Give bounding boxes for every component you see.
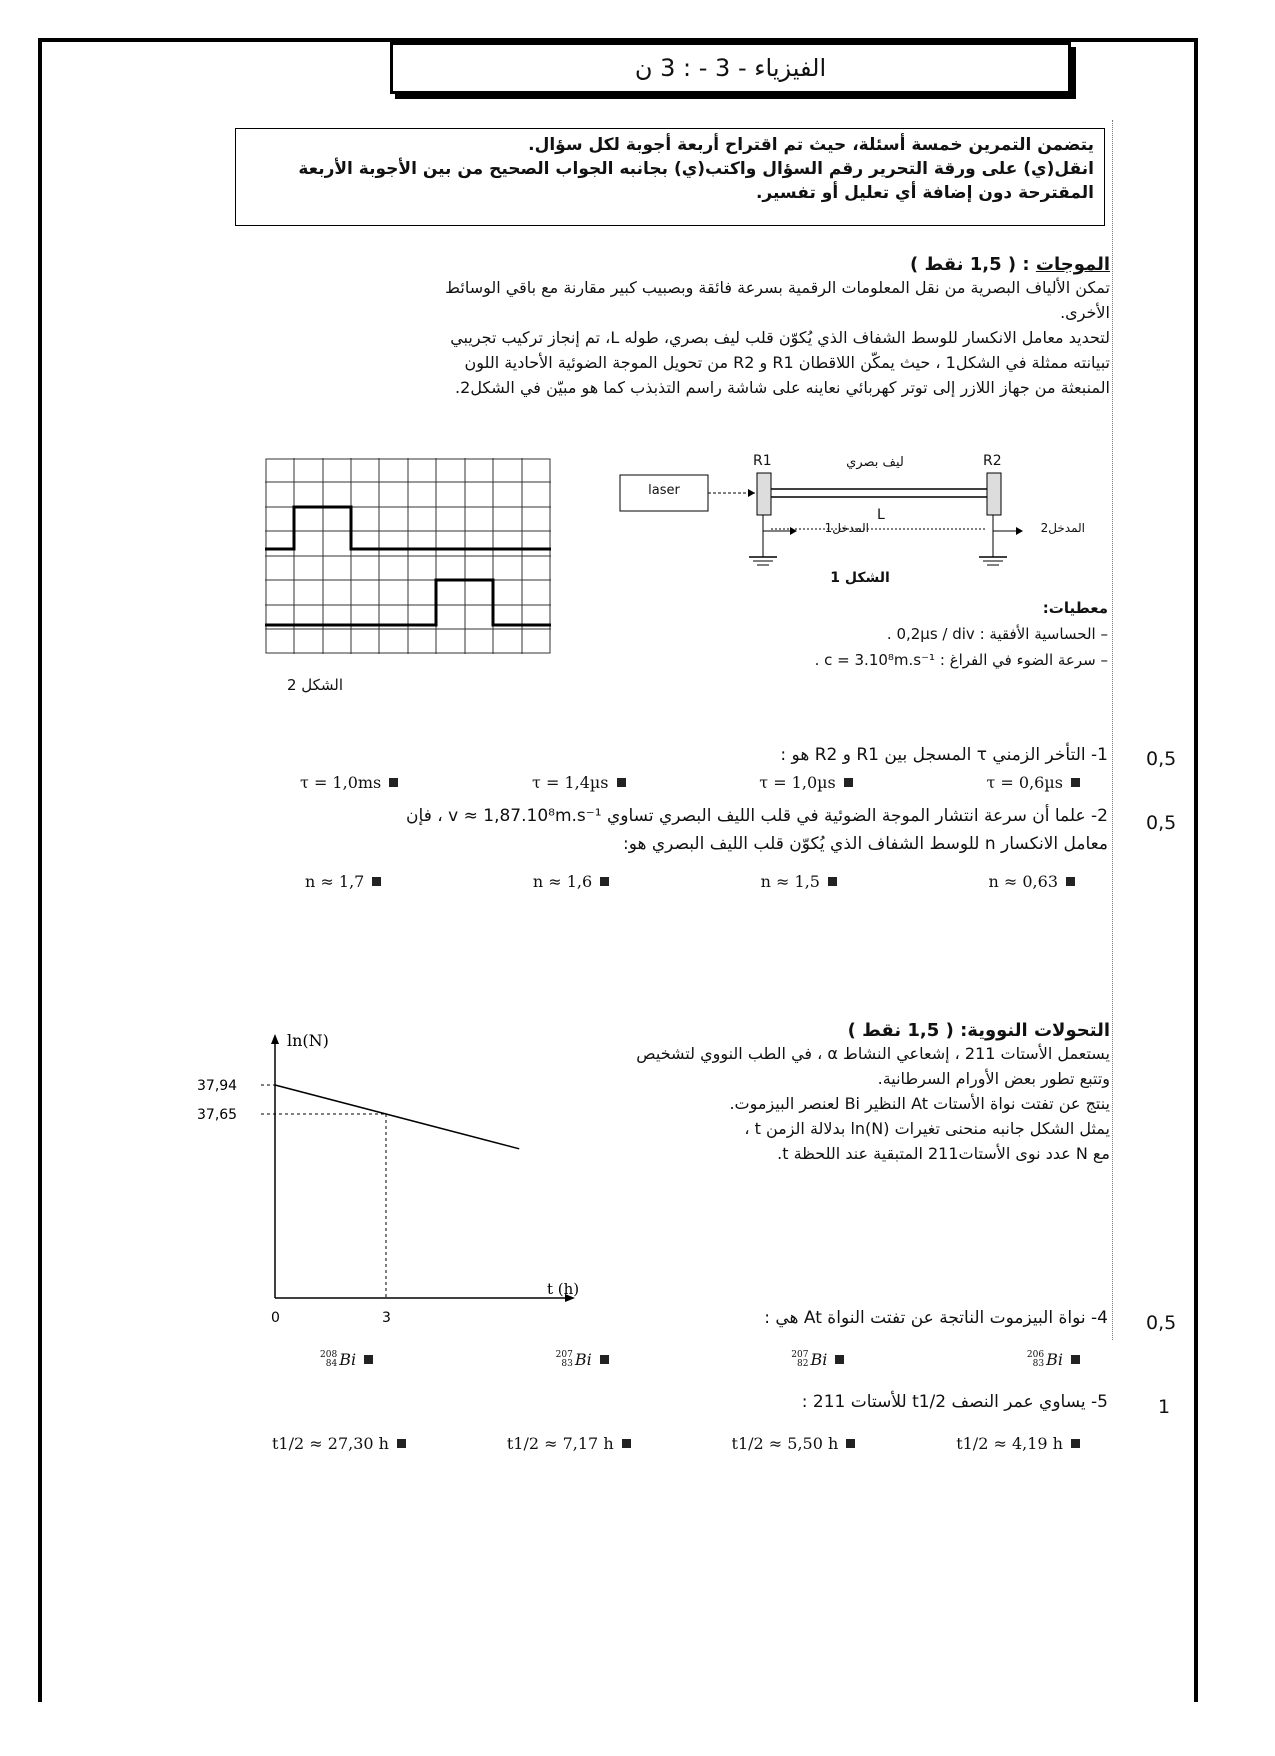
checkbox-square-icon <box>846 1439 855 1448</box>
q2-text: 2- علما أن سرعة انتشار الموجة الضوئية في قلب الليف البصري تساوي v ≈ 1,87.10⁸m.s⁻¹ ، فإن <box>406 806 1108 826</box>
nuclear-section <box>540 1020 1110 1166</box>
nuclear-heading: التحولات النووية: ( 1,5 نقط ) <box>847 1020 1110 1041</box>
oscilloscope-screen <box>265 458 551 654</box>
x0-tick-label: 0 <box>271 1310 280 1326</box>
q1-option[interactable]: τ = 0,6µs <box>986 773 1079 792</box>
ln-n-graph <box>195 1030 585 1330</box>
checkbox-square-icon <box>622 1439 631 1448</box>
q4-option[interactable]: 207 82 Bi <box>791 1350 844 1369</box>
q2-option[interactable]: n ≈ 1,7 <box>305 872 381 891</box>
laser-label: laser <box>648 483 680 498</box>
q5-option[interactable]: t1/2 ≈ 7,17 h <box>507 1434 631 1453</box>
instruction-line: المقترحة دون إضافة أي تعليل أو تفسير. <box>755 183 1094 203</box>
ln-n-line <box>275 1085 519 1149</box>
waves-paragraph-line: المنبعثة من جهاز اللازر إلى توتر كهربائي نعاينه على شاشة راسم التذبذب كما هو مبيّن في الشكل2. <box>455 378 1110 397</box>
q4-options <box>320 1350 1080 1369</box>
q4-text: 4- نواة البيزموت الناتجة عن تفتت النواة At هي : <box>764 1308 1108 1328</box>
checkbox-square-icon <box>389 778 398 787</box>
length-label: L <box>877 507 885 523</box>
y1-tick-label: 37,94 <box>197 1078 238 1094</box>
nuclear-paragraph-line: يمثل الشكل جانبه منحنى تغيرات ln(N) بدلالة الزمن t ، <box>744 1119 1110 1138</box>
nuclear-paragraph-line: وتتبع تطور بعض الأورام السرطانية. <box>877 1069 1110 1088</box>
q2-option[interactable]: n ≈ 1,5 <box>761 872 837 891</box>
q4-option[interactable]: 208 84 Bi <box>320 1350 373 1369</box>
instructions-box <box>235 128 1105 226</box>
x1-tick-label: 3 <box>382 1310 391 1326</box>
page-title: الفيزياء - 3 - : 3 ن <box>390 42 1071 94</box>
figure-2-oscilloscope <box>265 458 551 694</box>
checkbox-square-icon <box>1066 877 1075 886</box>
waves-paragraph-line: الأخرى. <box>1060 303 1110 322</box>
ln-n-chart <box>195 1030 585 1330</box>
q1-option[interactable]: τ = 1,0µs <box>759 773 852 792</box>
q5-option[interactable]: t1/2 ≈ 4,19 h <box>956 1434 1080 1453</box>
checkbox-square-icon <box>1071 1439 1080 1448</box>
instruction-line: انقل(ي) على ورقة التحرير رقم السؤال واكتب(ي) بجانبه الجواب الصحيح من بين الأجوبة الأربعة <box>298 159 1094 179</box>
q1-options <box>300 773 1080 792</box>
waves-section <box>250 254 1110 400</box>
q1-option[interactable]: τ = 1,0ms <box>300 773 398 792</box>
checkbox-square-icon <box>397 1439 406 1448</box>
q4-option[interactable]: 206 83 Bi <box>1027 1350 1080 1369</box>
q4-score: 0,5 <box>1146 1312 1177 1334</box>
q5-score: 1 <box>1158 1396 1171 1418</box>
checkbox-square-icon <box>600 1355 609 1364</box>
waves-paragraph-line: تمكن الألياف البصرية من نقل المعلومات الرقمية بسرعة فائقة وبصبيب كبير مقارنة مع باقي الوسائط <box>445 278 1110 297</box>
nuclear-paragraph-line: مع N عدد نوى الأستات211 المتبقية عند اللحظة t. <box>777 1144 1110 1163</box>
y-axis-label: ln(N) <box>287 1031 329 1050</box>
given-data <box>640 595 1108 673</box>
y-axis-arrow <box>271 1034 279 1044</box>
waves-paragraph-line: تبيانته ممثلة في الشكل1 ، حيث يمكّن اللاقطان R1 و R2 من تحويل الموجة الضوئية الأحادية اللون <box>464 353 1110 372</box>
figure-2-caption: الشكل 2 <box>286 676 344 694</box>
nuclear-paragraph-line: ينتج عن تفتت نواة الأستات At النظير Bi لعنصر البيزموت. <box>729 1094 1110 1113</box>
q1-score: 0,5 <box>1146 748 1177 770</box>
instruction-line: يتضمن التمرين خمسة أسئلة، حيث تم اقتراح أربعة أجوبة لكل سؤال. <box>528 135 1094 155</box>
q2-options <box>305 872 1075 891</box>
q5-text: 5- يساوي عمر النصف t1/2 للأستات 211 : <box>801 1392 1108 1412</box>
input2-label: المدخل2 <box>1040 521 1085 535</box>
checkbox-square-icon <box>835 1355 844 1364</box>
waves-paragraph-line: لتحديد معامل الانكسار للوسط الشفاف الذي يُكوّن قلب ليف بصري، طوله L، تم إنجاز تركيب تجريبي <box>450 328 1110 347</box>
data-title: معطيات: <box>1042 599 1108 617</box>
r2-label: R2 <box>983 453 1002 469</box>
q2-option[interactable]: n ≈ 1,6 <box>533 872 609 891</box>
fiber-label: ليف بصري <box>846 455 904 470</box>
checkbox-square-icon <box>828 877 837 886</box>
figure-1-setup <box>615 445 1085 595</box>
q4-option[interactable]: 207 83 Bi <box>556 1350 609 1369</box>
input1-label: المدخل1 <box>824 521 869 535</box>
data-item: – سرعة الضوء في الفراغ : c = 3.10⁸m.s⁻¹ . <box>814 651 1108 669</box>
nuclear-paragraph-line: يستعمل الأستات 211 ، إشعاعي النشاط α ، في الطب النووي لتشخيص <box>636 1044 1110 1063</box>
q2-option[interactable]: n ≈ 0,63 <box>988 872 1075 891</box>
figure-1-caption: الشكل 1 <box>830 570 890 586</box>
y2-tick-label: 37,65 <box>197 1107 238 1123</box>
q2-score: 0,5 <box>1146 812 1177 834</box>
q5-options <box>272 1434 1080 1453</box>
checkbox-square-icon <box>844 778 853 787</box>
checkbox-square-icon <box>364 1355 373 1364</box>
checkbox-square-icon <box>1071 1355 1080 1364</box>
margin-line <box>1112 120 1113 1340</box>
checkbox-square-icon <box>1071 778 1080 787</box>
data-item: – الحساسية الأفقية : 0,2µs / div . <box>886 625 1108 643</box>
q2-text-2: معامل الانكسار n للوسط الشفاف الذي يُكوّن قلب الليف البصري هو: <box>623 834 1108 854</box>
r1-label: R1 <box>753 453 772 469</box>
x-axis-label: t (h) <box>547 1280 580 1298</box>
checkbox-square-icon <box>600 877 609 886</box>
checkbox-square-icon <box>372 877 381 886</box>
q5-option[interactable]: t1/2 ≈ 5,50 h <box>732 1434 856 1453</box>
waves-heading: الموجات : ( 1,5 نقط ) <box>910 254 1110 275</box>
checkbox-square-icon <box>617 778 626 787</box>
q1-text: 1- التأخر الزمني τ المسجل بين R1 و R2 هو : <box>780 745 1108 765</box>
q1-option[interactable]: τ = 1,4µs <box>532 773 625 792</box>
q5-option[interactable]: t1/2 ≈ 27,30 h <box>272 1434 406 1453</box>
